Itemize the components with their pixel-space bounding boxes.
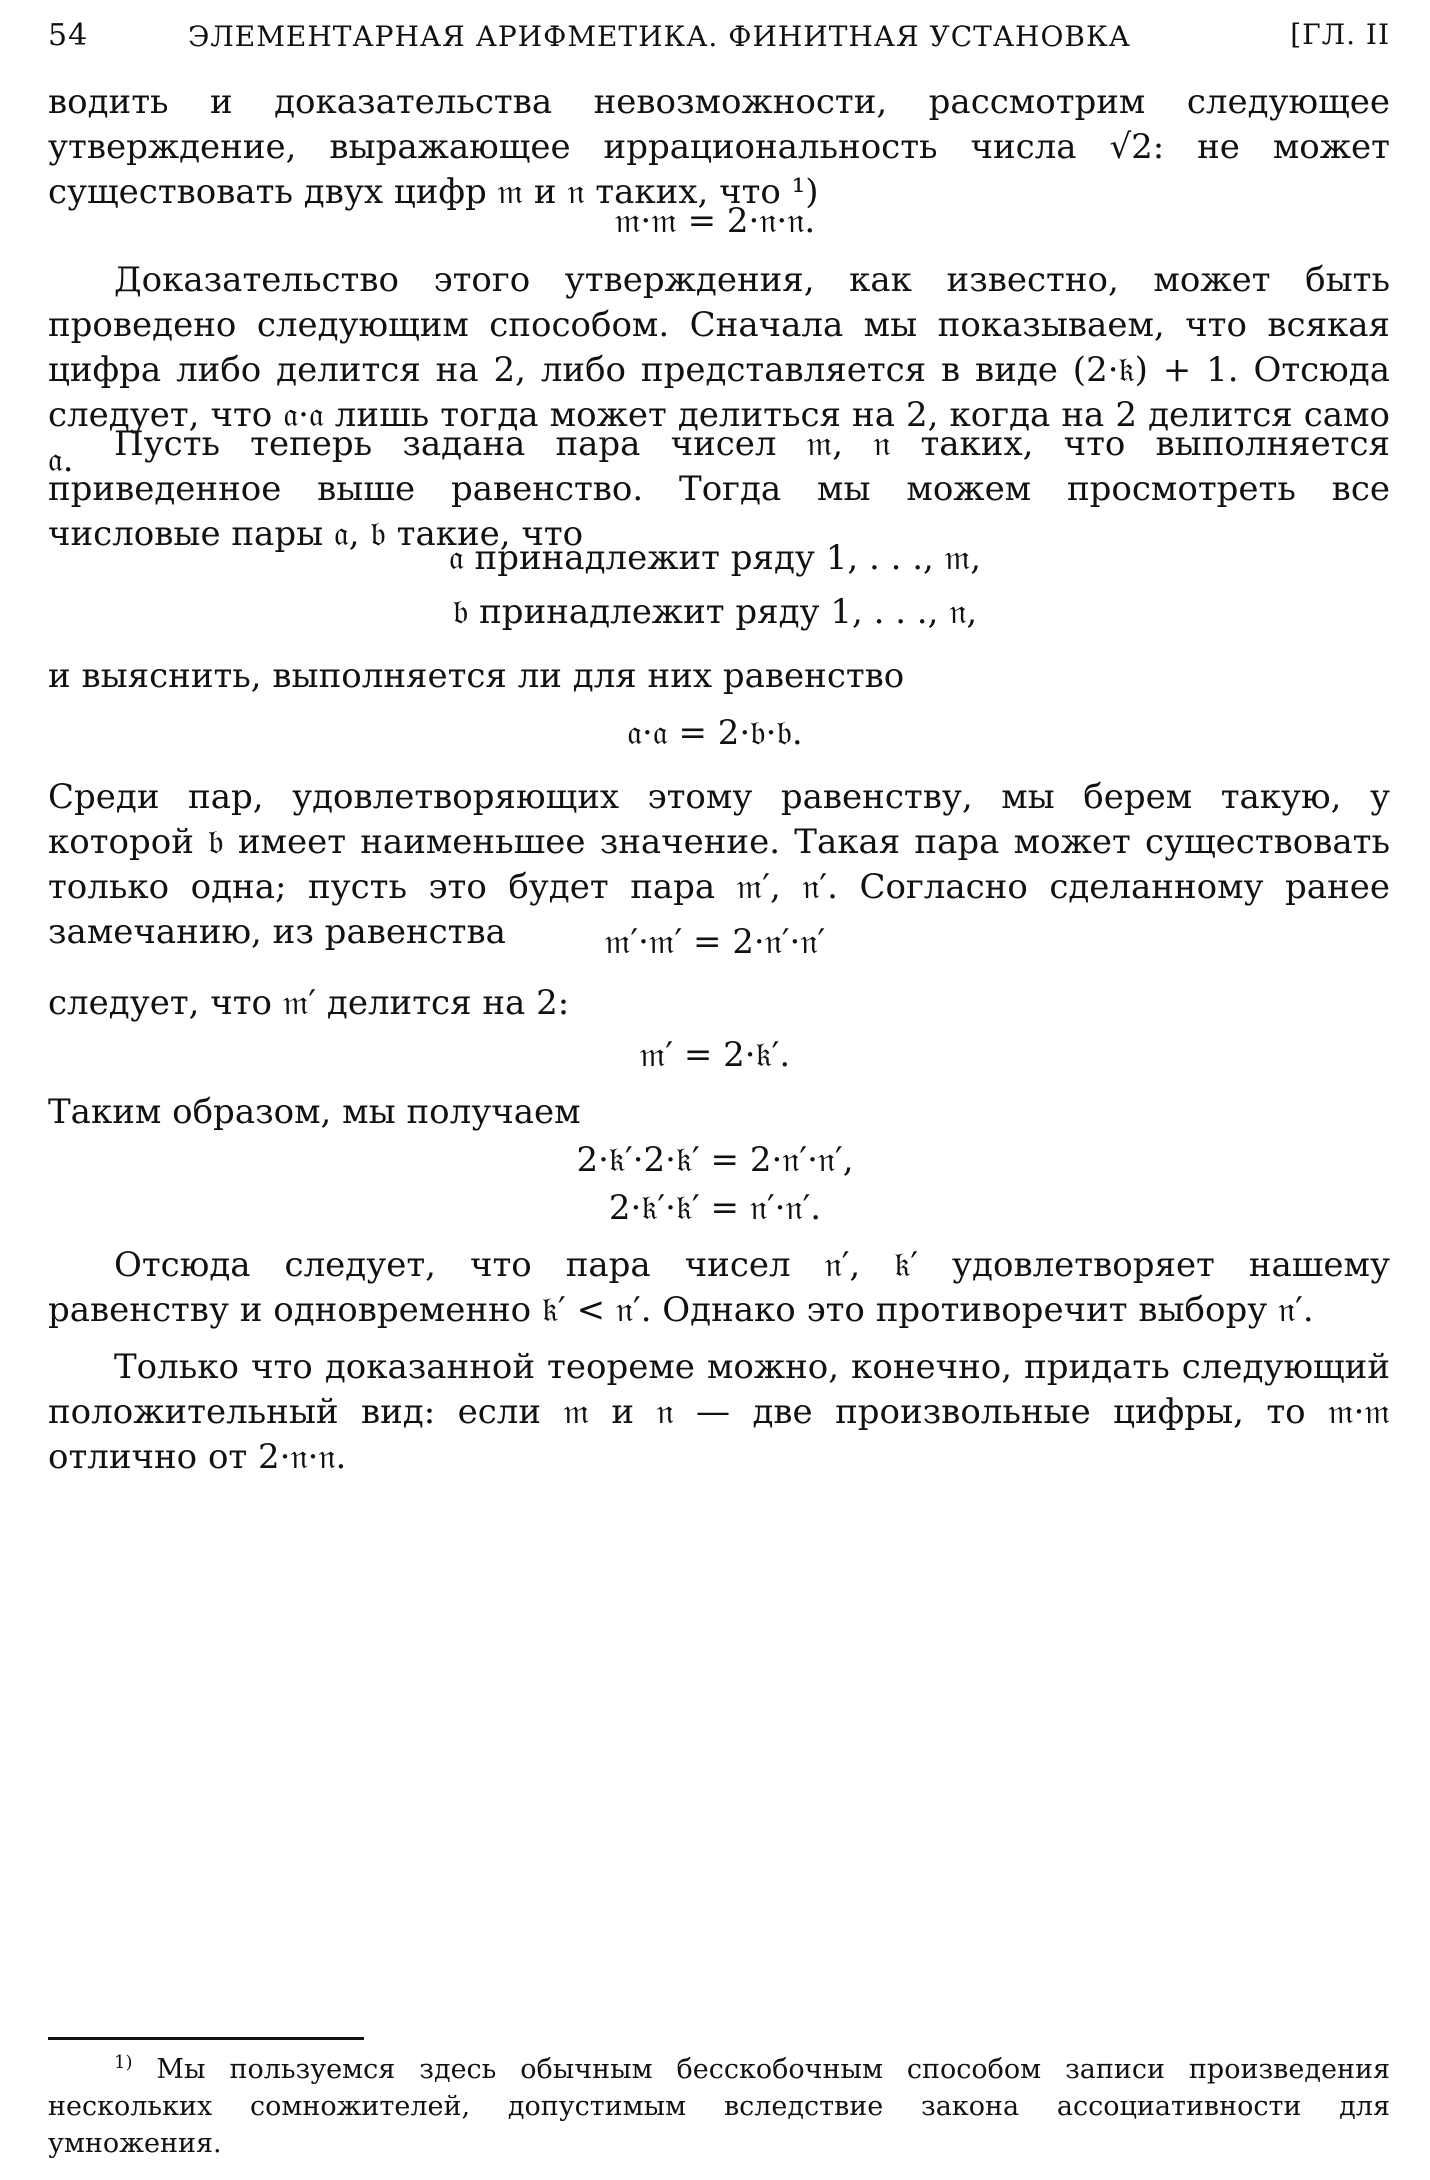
paragraph-intro: водить и доказательства невозможности, рассмотрим следующее утверждение, выражающее иррациональность числа √2: не может существовать двух цифр 𝔪 и 𝔫 таких, что ¹) — [48, 82, 1390, 212]
footnote-marker: 1) — [114, 2052, 133, 2073]
paragraph-thus: Таким образом, мы получаем — [48, 1092, 581, 1132]
equation-substituted: 2·𝔨′·2·𝔨′ = 2·𝔫′·𝔫′, — [576, 1140, 854, 1180]
equation-main: 𝔪·𝔪 = 2·𝔫·𝔫. — [614, 201, 816, 241]
running-title: ЭЛЕМЕНТАРНАЯ АРИФМЕТИКА. ФИНИТНАЯ УСТАНОВКА — [188, 20, 1131, 53]
footnote — [48, 2044, 1390, 2162]
running-header — [48, 18, 1390, 66]
footnote-divider — [48, 2037, 364, 2040]
paragraph-pair-setup: Пусть теперь задана пара чисел 𝔪, 𝔫 таких, что выполняется приведенное выше равенство. Тогда мы можем просмотреть все числовые пары 𝔞, 𝔟 такие, что — [48, 424, 1390, 554]
condition-b: 𝔟 принадлежит ряду 1, . . ., 𝔫, — [452, 592, 978, 632]
paragraph-minimal-pair: Среди пар, удовлетворяющих этому равенству, мы берем такую, у которой 𝔟 имеет наименьшее значение. Такая пара может существовать только одна; пусть это будет пара 𝔪′, 𝔫′. Согласно сделанному ранее замечанию, из равенства — [48, 777, 1390, 952]
chapter-label: [ГЛ. II — [1290, 18, 1390, 51]
equation-ab: 𝔞·𝔞 = 2·𝔟·𝔟. — [627, 713, 803, 753]
paragraph-check: и выяснить, выполняется ли для них равенство — [48, 656, 905, 696]
paragraph-contradiction: Отсюда следует, что пара чисел 𝔫′, 𝔨′ удовлетворяет нашему равенству и одновременно 𝔨′ < 𝔫′. Однако это противоречит выбору 𝔫′. — [48, 1245, 1390, 1330]
equation-reduced: 2·𝔨′·𝔨′ = 𝔫′·𝔫′. — [608, 1188, 822, 1228]
paragraph-divisible: следует, что 𝔪′ делится на 2: — [48, 983, 570, 1023]
footnote-text: Мы пользуемся здесь обычным бесскобочным способом записи произведения нескольких сомножителей, допустимым вследствие закона ассоциативности для умножения. — [48, 2054, 1390, 2159]
paragraph-positive-form: Только что доказанной теореме можно, конечно, придать следующий положительный вид: если 𝔪 и 𝔫 — две произвольные цифры, то 𝔪·𝔪 отлично от 2·𝔫·𝔫. — [48, 1347, 1390, 1477]
equation-prime: 𝔪′·𝔪′ = 2·𝔫′·𝔫′ — [604, 922, 826, 962]
equation-k: 𝔪′ = 2·𝔨′. — [639, 1035, 791, 1075]
paragraph-proof-method: Доказательство этого утверждения, как известно, может быть проведено следующим способом. Сначала мы показываем, что всякая цифра либо делится на 2, либо представляется в виде (2·𝔨) + 1. Отсюда следует, что 𝔞·𝔞 лишь тогда может делиться на 2, когда на 2 делится само 𝔞. — [48, 260, 1390, 480]
condition-a: 𝔞 принадлежит ряду 1, . . ., 𝔪, — [448, 538, 982, 578]
page-number: 54 — [48, 18, 89, 53]
